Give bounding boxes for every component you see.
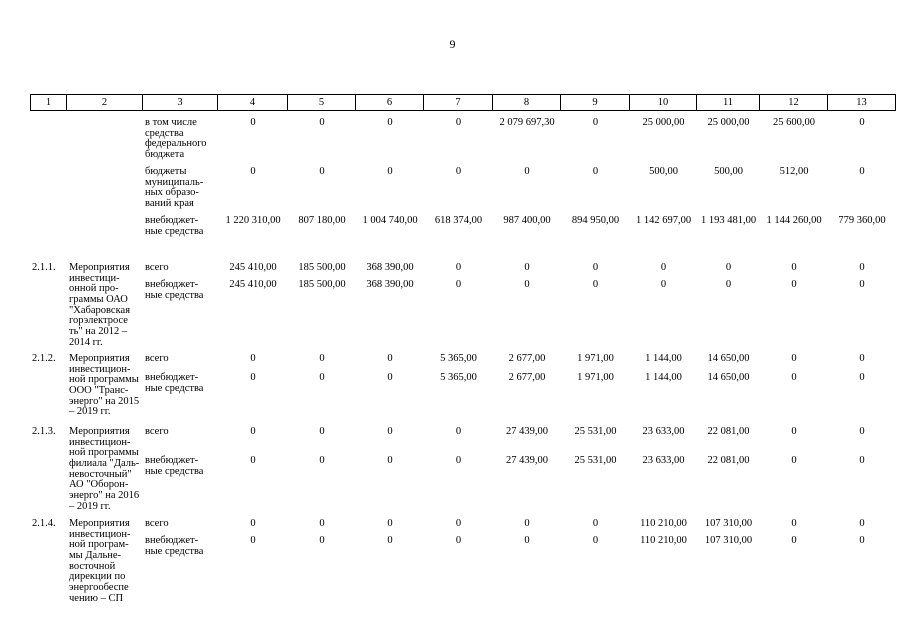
value-cell: 1 220 310,00 — [225, 215, 281, 226]
row-name-line: мы Дальне- — [69, 549, 122, 561]
header-cell: 10 — [630, 94, 697, 111]
row-name-line: Мероприятия — [69, 426, 130, 437]
row-name-line: инвестицион- — [69, 363, 131, 375]
funding-source-label: ваний края — [145, 197, 194, 209]
value-cell: 0 — [660, 262, 667, 273]
value-cell: 0 — [387, 535, 393, 546]
value-cell: 0 — [592, 279, 599, 290]
value-cell: 5 365,00 — [440, 372, 477, 383]
value-cell: 14 650,00 — [707, 372, 750, 383]
value-cell: 0 — [791, 353, 797, 364]
value-cell: 0 — [387, 117, 393, 128]
value-cell: 0 — [250, 455, 256, 466]
value-cell: 0 — [725, 279, 732, 290]
value-cell: 0 — [592, 262, 599, 273]
funding-source-label: всего — [145, 426, 169, 437]
row-name-line: 2014 гг. — [69, 336, 103, 348]
row-name-line: онной про- — [69, 283, 119, 295]
row-number: 2.1.3. — [32, 426, 56, 437]
value-cell: 512,00 — [779, 166, 809, 177]
value-cell: 0 — [455, 518, 462, 529]
value-cell: 0 — [319, 455, 325, 466]
header-cell: 11 — [697, 94, 760, 111]
value-cell: 110 210,00 — [640, 518, 687, 529]
value-cell: 1 193 481,00 — [700, 215, 757, 226]
row-name-line: дирекции по — [69, 571, 126, 583]
value-cell: 0 — [859, 372, 865, 383]
row-name-line: невосточный" — [69, 468, 132, 480]
value-cell: 0 — [319, 426, 325, 437]
value-cell: 2 079 697,30 — [499, 117, 555, 128]
row-name-line: энергообеспе — [69, 581, 129, 593]
value-cell: 0 — [859, 279, 865, 290]
value-cell: 894 950,00 — [571, 215, 620, 226]
value-cell: 0 — [387, 353, 393, 364]
value-cell: 27 439,00 — [506, 455, 548, 466]
row-name-line: энерго" на 2016 — [69, 489, 140, 501]
value-cell: 27 439,00 — [506, 426, 548, 437]
value-cell: 23 633,00 — [642, 455, 685, 466]
row-name-line: ООО "Транс- — [69, 384, 129, 396]
funding-source-label: всего — [145, 262, 169, 273]
header-cell: 3 — [143, 94, 218, 111]
value-cell: 0 — [524, 518, 530, 529]
value-cell: 25 531,00 — [574, 455, 617, 466]
value-cell: 0 — [455, 426, 462, 437]
row-name-line: инвестицион- — [69, 528, 131, 540]
funding-source-label: ных образо- — [145, 187, 199, 199]
value-cell: 0 — [859, 518, 865, 529]
value-cell: 0 — [859, 262, 865, 273]
value-cell: 1 144,00 — [645, 372, 682, 383]
value-cell: 0 — [592, 166, 599, 177]
header-cell: 9 — [561, 94, 630, 111]
value-cell: 0 — [455, 117, 462, 128]
value-cell: 0 — [791, 279, 797, 290]
value-cell: 0 — [791, 426, 797, 437]
value-cell: 1 971,00 — [577, 372, 614, 383]
value-cell: 0 — [660, 279, 667, 290]
funding-source-label: ные средства — [145, 465, 204, 477]
funding-source-label: муниципаль- — [145, 176, 204, 188]
header-cell: 6 — [356, 94, 424, 111]
row-name-line: инвестици- — [69, 272, 120, 284]
value-cell: 0 — [250, 166, 256, 177]
value-cell: 0 — [455, 455, 462, 466]
value-cell: 0 — [791, 372, 797, 383]
row-name-line: восточной — [69, 560, 116, 572]
value-cell: 0 — [387, 426, 393, 437]
value-cell: 22 081,00 — [707, 426, 750, 437]
value-cell: 0 — [592, 518, 599, 529]
funding-source-label: бюджета — [145, 148, 185, 160]
value-cell: 0 — [387, 455, 393, 466]
value-cell: 0 — [725, 262, 732, 273]
value-cell: 368 390,00 — [366, 262, 414, 273]
row-name-line: ной программы — [69, 447, 139, 459]
funding-source-label: всего — [145, 518, 169, 529]
row-name-line: – 2019 гг. — [69, 406, 111, 418]
page-number: 9 — [449, 37, 456, 51]
row-name-line: Мероприятия — [69, 518, 130, 529]
funding-source-label: внебюджет- — [145, 535, 199, 546]
value-cell: 0 — [859, 353, 865, 364]
value-cell: 1 144 260,00 — [766, 215, 822, 226]
header-cell: 5 — [288, 94, 356, 111]
row-name-line: – 2019 гг. — [69, 500, 111, 512]
value-cell: 0 — [524, 262, 530, 273]
value-cell: 0 — [859, 455, 865, 466]
funding-source-label: средства — [145, 127, 184, 139]
row-name-line: горэлектросе — [69, 315, 128, 327]
row-name-line: Мероприятия — [69, 353, 130, 364]
funding-source-label: всего — [145, 353, 169, 364]
row-name-line: Мероприятия — [69, 262, 130, 273]
row-name-line: ной программы — [69, 374, 139, 386]
value-cell: 0 — [859, 166, 865, 177]
header-cell: 1 — [30, 94, 67, 111]
value-cell: 0 — [592, 535, 599, 546]
value-cell: 0 — [791, 455, 797, 466]
value-cell: 5 365,00 — [440, 353, 477, 364]
value-cell: 107 310,00 — [704, 535, 753, 546]
value-cell: 0 — [859, 535, 865, 546]
value-cell: 0 — [791, 535, 797, 546]
value-cell: 0 — [319, 166, 325, 177]
header-cell: 12 — [760, 94, 828, 111]
value-cell: 25 600,00 — [773, 117, 815, 128]
value-cell: 0 — [859, 117, 865, 128]
value-cell: 500,00 — [714, 166, 743, 177]
value-cell: 185 500,00 — [298, 262, 346, 273]
funding-source-label: ные средства — [145, 225, 204, 237]
value-cell: 0 — [319, 535, 325, 546]
value-cell: 500,00 — [649, 166, 678, 177]
value-cell: 807 180,00 — [298, 215, 346, 226]
value-cell: 779 360,00 — [838, 215, 886, 226]
value-cell: 0 — [250, 353, 256, 364]
funding-source-label: ные средства — [145, 382, 204, 394]
value-cell: 0 — [455, 535, 462, 546]
funding-source-label: внебюджет- — [145, 455, 199, 466]
row-name-line: чению – СП — [69, 592, 124, 604]
header-cell: 8 — [493, 94, 561, 111]
value-cell: 0 — [250, 372, 256, 383]
value-cell: 25 000,00 — [707, 117, 750, 128]
funding-source-label: ные средства — [145, 545, 204, 557]
funding-source-label: бюджеты — [145, 166, 187, 177]
value-cell: 0 — [387, 518, 393, 529]
value-cell: 0 — [455, 262, 462, 273]
value-cell: 368 390,00 — [366, 279, 414, 290]
value-cell: 0 — [387, 372, 393, 383]
value-cell: 0 — [524, 166, 530, 177]
funding-source-label: внебюджет- — [145, 215, 199, 226]
value-cell: 0 — [319, 518, 325, 529]
value-cell: 14 650,00 — [707, 353, 750, 364]
header-cell: 13 — [828, 94, 896, 111]
value-cell: 245 410,00 — [229, 262, 277, 273]
value-cell: 107 310,00 — [704, 518, 753, 529]
value-cell: 2 677,00 — [508, 372, 546, 383]
value-cell: 2 677,00 — [508, 353, 546, 364]
value-cell: 0 — [319, 117, 325, 128]
header-cell: 2 — [67, 94, 143, 111]
value-cell: 0 — [455, 279, 462, 290]
value-cell: 25 531,00 — [574, 426, 617, 437]
value-cell: 0 — [250, 535, 256, 546]
value-cell: 0 — [859, 426, 865, 437]
row-number: 2.1.1. — [32, 262, 56, 273]
row-name-line: ной програм- — [69, 539, 129, 551]
value-cell: 987 400,00 — [503, 215, 551, 226]
value-cell: 0 — [791, 518, 797, 529]
funding-source-label: федерального — [145, 138, 207, 150]
row-number: 2.1.2. — [32, 353, 56, 364]
row-name-line: граммы ОАО — [69, 293, 128, 305]
value-cell: 0 — [319, 353, 325, 364]
value-cell: 1 142 697,00 — [635, 215, 692, 226]
value-cell: 618 374,00 — [434, 215, 483, 226]
row-name-line: энерго" на 2015 — [69, 395, 140, 407]
row-name-line: инвестицион- — [69, 436, 131, 448]
value-cell: 0 — [592, 117, 599, 128]
funding-source-label: внебюджет- — [145, 372, 199, 383]
row-name-line: "Хабаровская — [69, 304, 131, 316]
value-cell: 245 410,00 — [229, 279, 277, 290]
value-cell: 0 — [250, 117, 256, 128]
row-number: 2.1.4. — [32, 518, 56, 529]
row-name-line: ть" на 2012 – — [69, 325, 128, 337]
value-cell: 0 — [791, 262, 797, 273]
value-cell: 1 004 740,00 — [362, 215, 418, 226]
value-cell: 110 210,00 — [640, 535, 687, 546]
funding-source-label: ные средства — [145, 289, 204, 301]
header-cell: 7 — [424, 94, 493, 111]
value-cell: 0 — [387, 166, 393, 177]
value-cell: 185 500,00 — [298, 279, 346, 290]
row-name-line: филиала "Даль- — [69, 457, 140, 469]
funding-source-label: в том числе — [145, 117, 197, 128]
value-cell: 1 144,00 — [645, 353, 682, 364]
value-cell: 22 081,00 — [707, 455, 750, 466]
value-cell: 0 — [250, 426, 256, 437]
value-cell: 1 971,00 — [577, 353, 614, 364]
value-cell: 23 633,00 — [642, 426, 685, 437]
row-name-line: АО "Оборон- — [69, 479, 129, 491]
value-cell: 0 — [524, 535, 530, 546]
value-cell: 0 — [250, 518, 256, 529]
value-cell: 25 000,00 — [642, 117, 685, 128]
header-cell: 4 — [218, 94, 288, 111]
value-cell: 0 — [319, 372, 325, 383]
value-cell: 0 — [455, 166, 462, 177]
funding-source-label: внебюджет- — [145, 279, 199, 290]
value-cell: 0 — [524, 279, 530, 290]
